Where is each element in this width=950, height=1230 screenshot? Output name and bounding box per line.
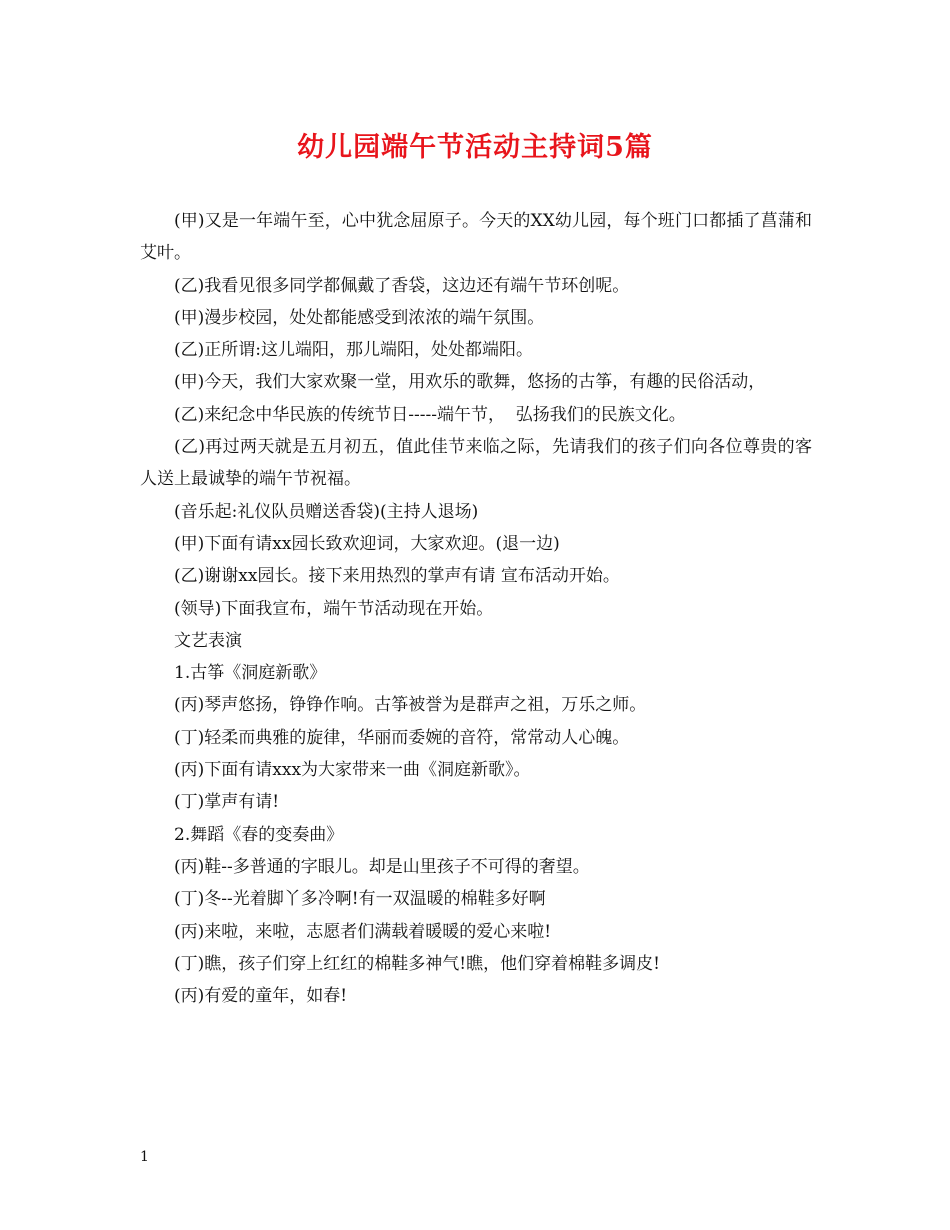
paragraph: (丁)冬--光着脚丫多冷啊!有一双温暖的棉鞋多好啊 <box>174 889 546 910</box>
program-item-heading: 2.舞蹈《春的变奏曲》 <box>174 824 344 845</box>
document-title: 幼儿园端午节活动主持词5篇 <box>297 132 653 163</box>
section-heading: 文艺表演 <box>174 630 242 651</box>
paragraph: (丙)琴声悠扬，铮铮作响。古筝被誉为是群声之祖，万乐之师。 <box>174 695 647 716</box>
page-number: 1 <box>140 1149 149 1165</box>
paragraph: (音乐起:礼仪队员赠送香袋)(主持人退场) <box>174 501 479 522</box>
paragraph: (乙)再过两天就是五月初五，值此佳节来临之际，先请我们的孩子们向各位尊贵的客人送上最诚挚的端午节祝福。 <box>140 437 812 490</box>
paragraph: (甲)又是一年端午至，心中犹念屈原子。今天的XX幼儿园，每个班门口都插了菖蒲和艾叶。 <box>140 211 812 264</box>
paragraph: (丁)轻柔而典雅的旋律，华丽而委婉的音符，常常动人心魄。 <box>174 727 630 748</box>
paragraph: (丙)有爱的童年，如春! <box>174 986 348 1007</box>
paragraph: (甲)漫步校园，处处都能感受到浓浓的端午氛围。 <box>174 307 545 328</box>
paragraph: (乙)正所谓:这儿端阳，那儿端阳，处处都端阳。 <box>174 340 533 361</box>
paragraph: (丁)瞧，孩子们穿上红红的棉鞋多神气!瞧，他们穿着棉鞋多调皮! <box>174 953 660 974</box>
paragraph: (甲)下面有请xx园长致欢迎词，大家欢迎。(退一边) <box>174 533 560 554</box>
paragraph: (甲)今天，我们大家欢聚一堂，用欢乐的歌舞，悠扬的古筝，有趣的民俗活动， <box>174 372 766 393</box>
paragraph: (丙)鞋--多普通的字眼儿。却是山里孩子不可得的奢望。 <box>174 856 590 877</box>
paragraph: (乙)我看见很多同学都佩戴了香袋，这边还有端午节环创呢。 <box>174 275 630 296</box>
paragraph: (丁)掌声有请! <box>174 792 280 813</box>
paragraph: (乙)谢谢xx园长。接下来用热烈的掌声有请 宣布活动开始。 <box>174 566 620 587</box>
paragraph: (领导)下面我宣布，端午节活动现在开始。 <box>174 598 494 619</box>
paragraph: (丙)下面有请xxx为大家带来一曲《洞庭新歌》。 <box>174 760 531 781</box>
paragraph: (丙)来啦，来啦，志愿者们满载着暖暖的爱心来啦! <box>174 921 552 942</box>
document-body <box>140 205 812 1012</box>
program-item-heading: 1.古筝《洞庭新歌》 <box>174 663 327 684</box>
paragraph: (乙)来纪念中华民族的传统节日-----端午节， 弘扬我们的民族文化。 <box>174 404 686 425</box>
